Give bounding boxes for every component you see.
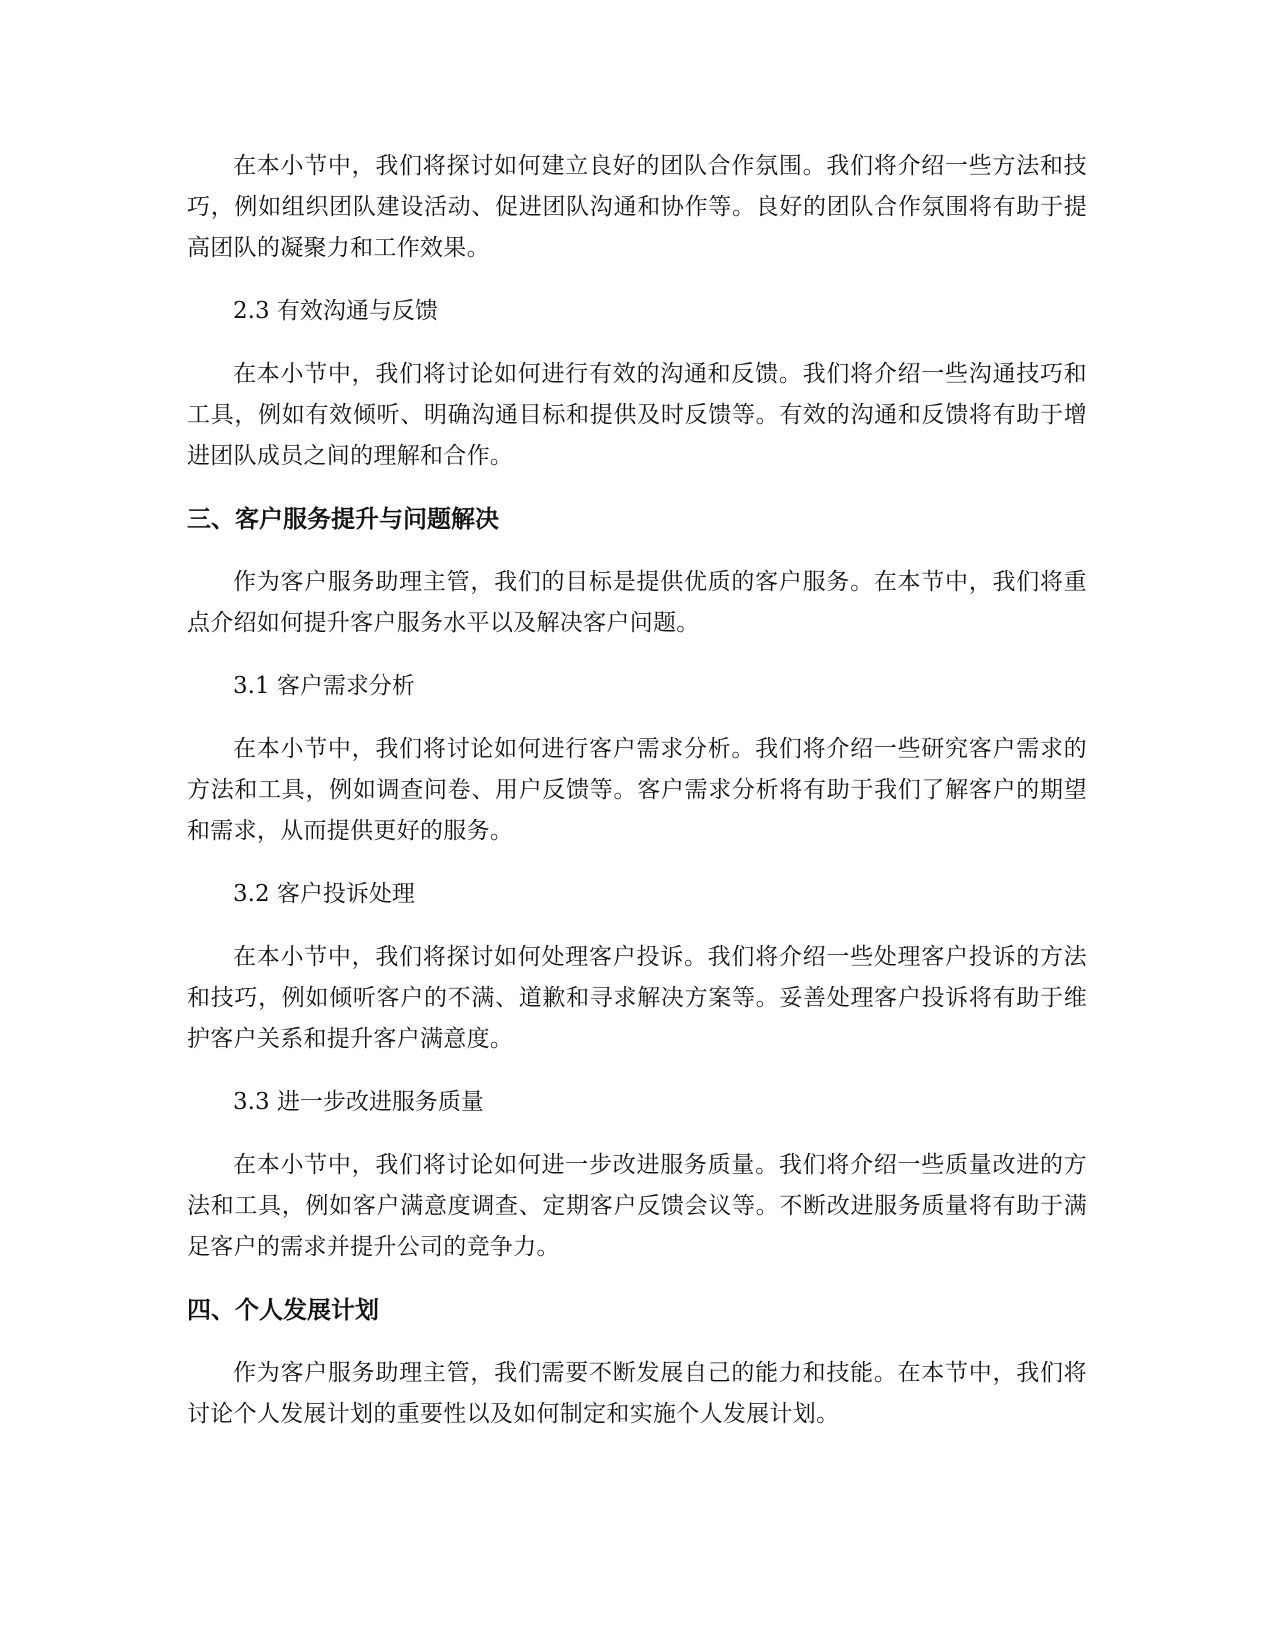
subheading-3-3: 3.3 进一步改进服务质量 <box>233 1089 484 1115</box>
paragraph-section-3-intro: 作为客户服务助理主管，我们的目标是提供优质的客户服务。在本节中，我们将重点介绍如何提升客户服务水平以及解决客户问题。 <box>187 569 1087 636</box>
paragraph-needs-analysis: 在本小节中，我们将讨论如何进行客户需求分析。我们将介绍一些研究客户需求的方法和工具，例如调查问卷、用户反馈等。客户需求分析将有助于我们了解客户的期望和需求，从而提供更好的服务。 <box>187 736 1087 844</box>
heading-section-3: 三、客户服务提升与问题解决 <box>187 505 499 533</box>
paragraph-team-atmosphere: 在本小节中，我们将探讨如何建立良好的团队合作氛围。我们将介绍一些方法和技巧，例如组织团队建设活动、促进团队沟通和协作等。良好的团队合作氛围将有助于提高团队的凝聚力和工作效果。 <box>187 153 1087 261</box>
subheading-2-3: 2.3 有效沟通与反馈 <box>233 298 438 324</box>
document-body <box>187 146 1087 1457</box>
paragraph-service-quality: 在本小节中，我们将讨论如何进一步改进服务质量。我们将介绍一些质量改进的方法和工具，例如客户满意度调查、定期客户反馈会议等。不断改进服务质量将有助于满足客户的需求并提升公司的竞争力。 <box>187 1152 1087 1260</box>
subheading-3-2: 3.2 客户投诉处理 <box>233 881 415 907</box>
paragraph-section-4-intro: 作为客户服务助理主管，我们需要不断发展自己的能力和技能。在本节中，我们将讨论个人发展计划的重要性以及如何制定和实施个人发展计划。 <box>187 1360 1087 1427</box>
paragraph-communication-feedback: 在本小节中，我们将讨论如何进行有效的沟通和反馈。我们将介绍一些沟通技巧和工具，例如有效倾听、明确沟通目标和提供及时反馈等。有效的沟通和反馈将有助于增进团队成员之间的理解和合作。 <box>187 361 1087 469</box>
paragraph-complaint-handling: 在本小节中，我们将探讨如何处理客户投诉。我们将介绍一些处理客户投诉的方法和技巧，例如倾听客户的不满、道歉和寻求解决方案等。妥善处理客户投诉将有助于维护客户关系和提升客户满意度。 <box>187 944 1087 1052</box>
subheading-3-1: 3.1 客户需求分析 <box>233 673 415 699</box>
heading-section-4: 四、个人发展计划 <box>187 1296 379 1324</box>
